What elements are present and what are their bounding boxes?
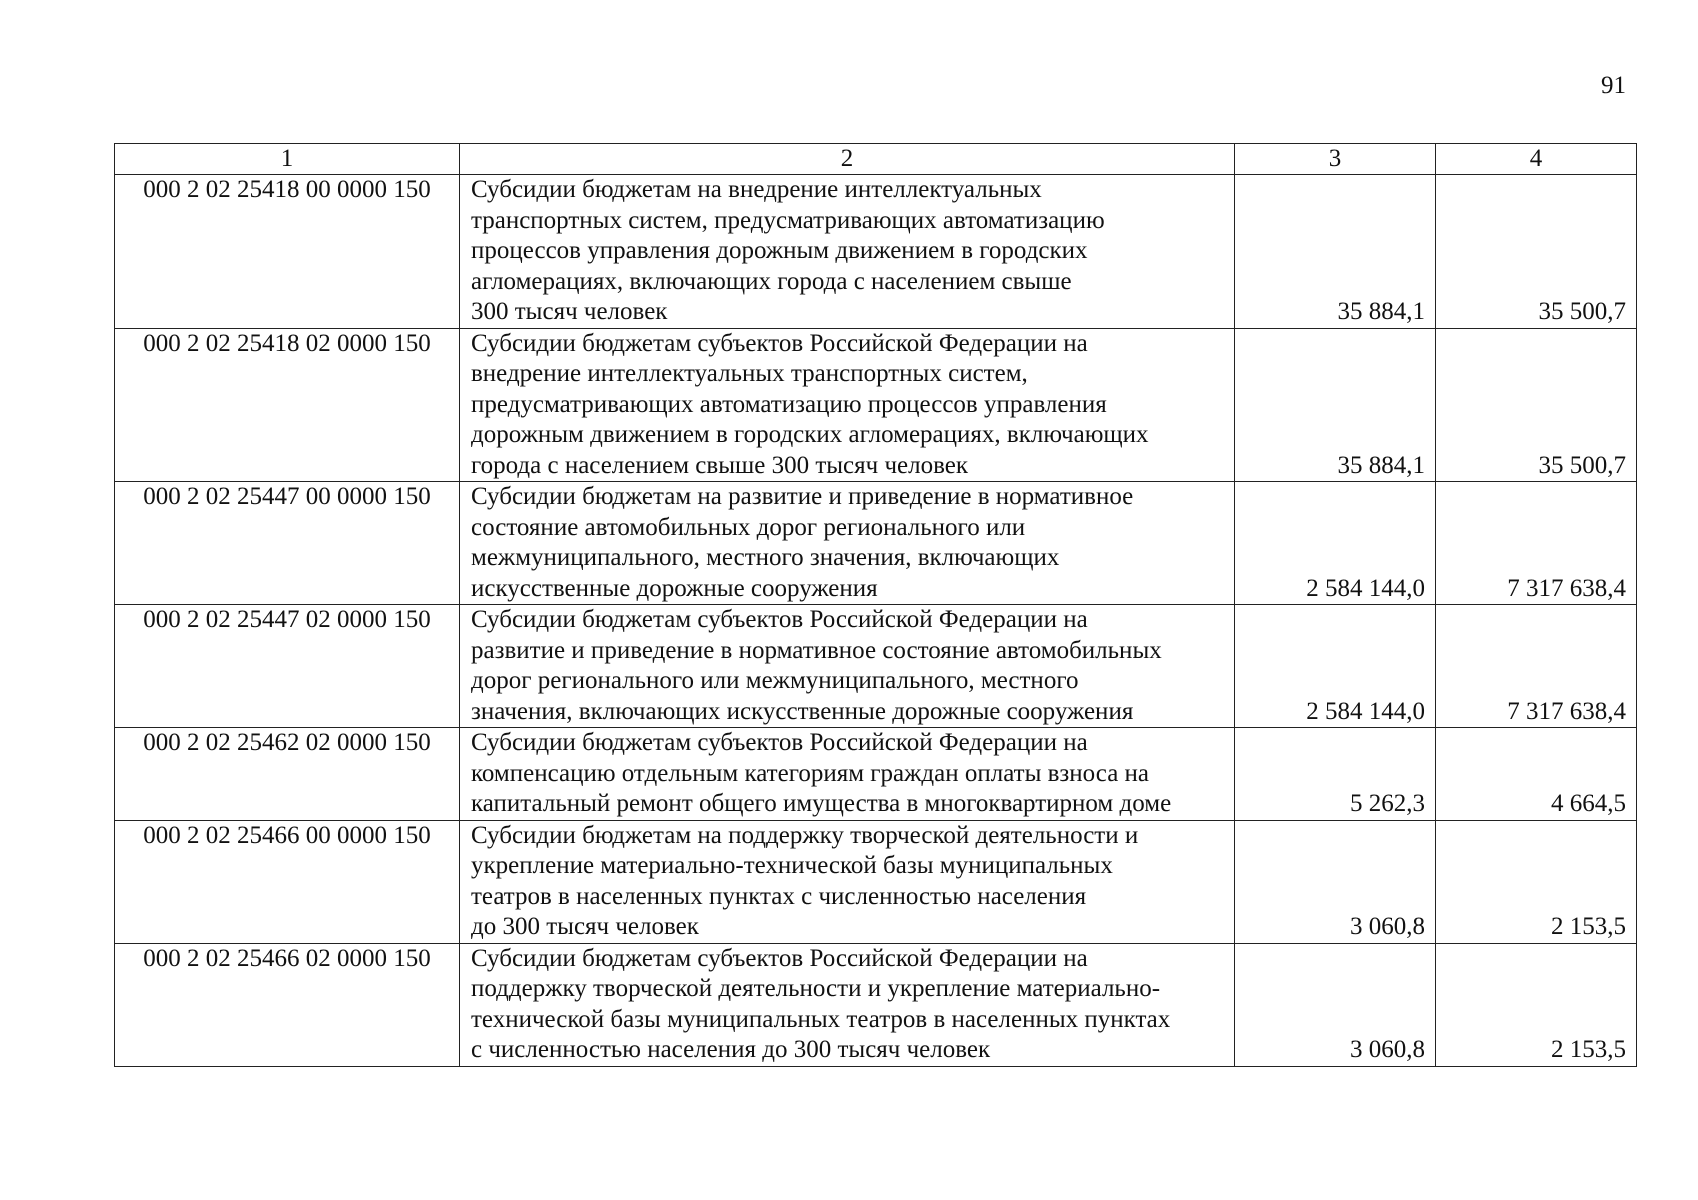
description-line: дорог регионального или межмуниципального, местного xyxy=(471,667,1079,694)
amount-col3: 2 584 144,0 xyxy=(1235,605,1436,728)
budget-code: 000 2 02 25418 00 0000 150 xyxy=(115,175,460,329)
description-line: Субсидии бюджетам субъектов Российской Федерации на xyxy=(471,944,1088,972)
description-line: поддержку творческой деятельности и укрепление материально- xyxy=(471,975,1161,1002)
amount-col3: 5 262,3 xyxy=(1235,728,1436,821)
description xyxy=(460,482,1235,605)
budget-code: 000 2 02 25466 02 0000 150 xyxy=(115,943,460,1066)
budget-code: 000 2 02 25418 02 0000 150 xyxy=(115,328,460,482)
description-line: Субсидии бюджетам субъектов Российской Федерации на xyxy=(471,729,1088,756)
description-line: театров в населенных пунктах с численностью населения xyxy=(471,882,1087,910)
description-line: 300 тысяч человек xyxy=(471,298,668,325)
page-number: 91 xyxy=(1601,72,1626,99)
description-line: укрепление материально-технической базы муниципальных xyxy=(471,852,1113,879)
description-line: агломерациях, включающих города с населением свыше xyxy=(471,267,1072,295)
amount-col4: 4 664,5 xyxy=(1436,728,1637,821)
description-line: Субсидии бюджетам на внедрение интеллектуальных xyxy=(471,176,1042,203)
amount-col4: 7 317 638,4 xyxy=(1436,605,1637,728)
budget-code: 000 2 02 25447 00 0000 150 xyxy=(115,482,460,605)
budget-code: 000 2 02 25466 00 0000 150 xyxy=(115,820,460,943)
amount-col4: 35 500,7 xyxy=(1436,328,1637,482)
description-line: технической базы муниципальных театров в населенных пунктах xyxy=(471,1005,1171,1033)
amount-col4: 35 500,7 xyxy=(1436,175,1637,329)
table-row xyxy=(115,482,1637,605)
header-row xyxy=(115,144,1637,175)
table-row xyxy=(115,328,1637,482)
table-row xyxy=(115,605,1637,728)
description-line: капитальный ремонт общего имущества в многоквартирном доме xyxy=(471,790,1172,817)
description xyxy=(460,728,1235,821)
description xyxy=(460,943,1235,1066)
description-line: дорожным движением в городских агломерациях, включающих xyxy=(471,421,1149,448)
description-line: Субсидии бюджетам на развитие и приведение в нормативное xyxy=(471,483,1134,510)
description-line: значения, включающих искусственные дорожные сооружения xyxy=(471,697,1134,725)
description-line: с численностью населения до 300 тысяч человек xyxy=(471,1036,991,1063)
table-row xyxy=(115,728,1637,821)
description xyxy=(460,605,1235,728)
description xyxy=(460,175,1235,329)
description-line: процессов управления дорожным движением в городских xyxy=(471,237,1088,264)
description-line: межмуниципального, местного значения, включающих xyxy=(471,544,1060,571)
budget-code: 000 2 02 25447 02 0000 150 xyxy=(115,605,460,728)
budget-code: 000 2 02 25462 02 0000 150 xyxy=(115,728,460,821)
table-row xyxy=(115,943,1637,1066)
description-line: Субсидии бюджетам субъектов Российской Федерации на xyxy=(471,606,1088,633)
description xyxy=(460,820,1235,943)
description-line: города с населением свыше 300 тысяч человек xyxy=(471,451,969,479)
column-header-3: 3 xyxy=(1235,144,1436,175)
amount-col3: 35 884,1 xyxy=(1235,328,1436,482)
amount-col4: 2 153,5 xyxy=(1436,820,1637,943)
table-row xyxy=(115,175,1637,329)
amount-col3: 3 060,8 xyxy=(1235,943,1436,1066)
amount-col3: 35 884,1 xyxy=(1235,175,1436,329)
amount-col3: 3 060,8 xyxy=(1235,820,1436,943)
description-line: до 300 тысяч человек xyxy=(471,913,699,940)
column-header-4: 4 xyxy=(1436,144,1637,175)
description-line: Субсидии бюджетам субъектов Российской Федерации на xyxy=(471,329,1088,357)
description-line: состояние автомобильных дорог регионального или xyxy=(471,513,1026,541)
column-header-2: 2 xyxy=(460,144,1235,175)
description-line: искусственные дорожные сооружения xyxy=(471,574,878,602)
description-line: развитие и приведение в нормативное состояние автомобильных xyxy=(471,636,1162,664)
description-line: Субсидии бюджетам на поддержку творческой деятельности и xyxy=(471,821,1139,849)
amount-col3: 2 584 144,0 xyxy=(1235,482,1436,605)
description-line: внедрение интеллектуальных транспортных систем, xyxy=(471,360,1028,387)
description-line: компенсацию отдельным категориям граждан оплаты взноса на xyxy=(471,759,1150,787)
amount-col4: 2 153,5 xyxy=(1436,943,1637,1066)
description xyxy=(460,328,1235,482)
amount-col4: 7 317 638,4 xyxy=(1436,482,1637,605)
description-line: предусматривающих автоматизацию процессов управления xyxy=(471,390,1107,418)
description-line: транспортных систем, предусматривающих автоматизацию xyxy=(471,206,1105,234)
budget-table xyxy=(114,143,1637,1067)
column-header-1: 1 xyxy=(115,144,460,175)
table-row xyxy=(115,820,1637,943)
